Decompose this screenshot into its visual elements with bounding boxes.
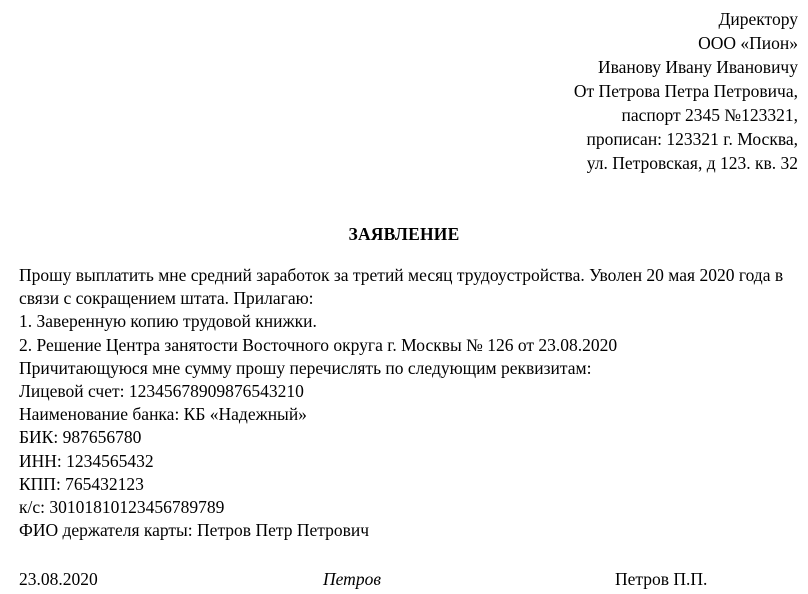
request-paragraph: Прошу выплатить мне средний заработок за третий месяц трудоустройства. Уволен 20 мая 2020 года в связи с сокращением штата. Прилагаю: [19, 265, 784, 309]
card-holder-name: ФИО держателя карты: Петров Петр Петрович [19, 520, 370, 541]
correspondent-account: к/с: 30101810123456789789 [19, 497, 225, 518]
addressee-name: Иванову Ивану Ивановичу [597, 57, 798, 77]
document-title: ЗАЯВЛЕНИЕ [348, 224, 460, 244]
bik-code: БИК: 987656780 [19, 427, 142, 448]
signer-name: Петров П.П. [615, 569, 708, 589]
document-date: 23.08.2020 [19, 569, 98, 589]
sender-address: ул. Петровская, д 123. кв. 32 [586, 153, 798, 173]
payment-request-line: Причитающуюся мне сумму прошу перечислять по следующим реквизитам: [19, 357, 592, 378]
addressee-company: ООО «Пион» [698, 33, 798, 53]
addressee-position: Директору [718, 9, 798, 29]
attachment-item-1: 1. Заверенную копию трудовой книжки. [19, 311, 317, 332]
sender-passport: паспорт 2345 №123321, [621, 105, 798, 125]
bank-name: Наименование банка: КБ «Надежный» [19, 404, 307, 425]
kpp-code: КПП: 765432123 [19, 473, 144, 494]
document-body [19, 264, 799, 542]
addressee-block [574, 7, 798, 175]
inn-code: ИНН: 1234565432 [19, 450, 154, 471]
sender-name: От Петрова Петра Петровича, [573, 81, 798, 101]
attachment-item-2: 2. Решение Центра занятости Восточного округа г. Москвы № 126 от 23.08.2020 [19, 334, 618, 355]
account-number: Лицевой счет: 12345678909876543210 [19, 381, 304, 402]
sender-registration: прописан: 123321 г. Москва, [586, 129, 798, 149]
signature: Петров [323, 569, 381, 589]
